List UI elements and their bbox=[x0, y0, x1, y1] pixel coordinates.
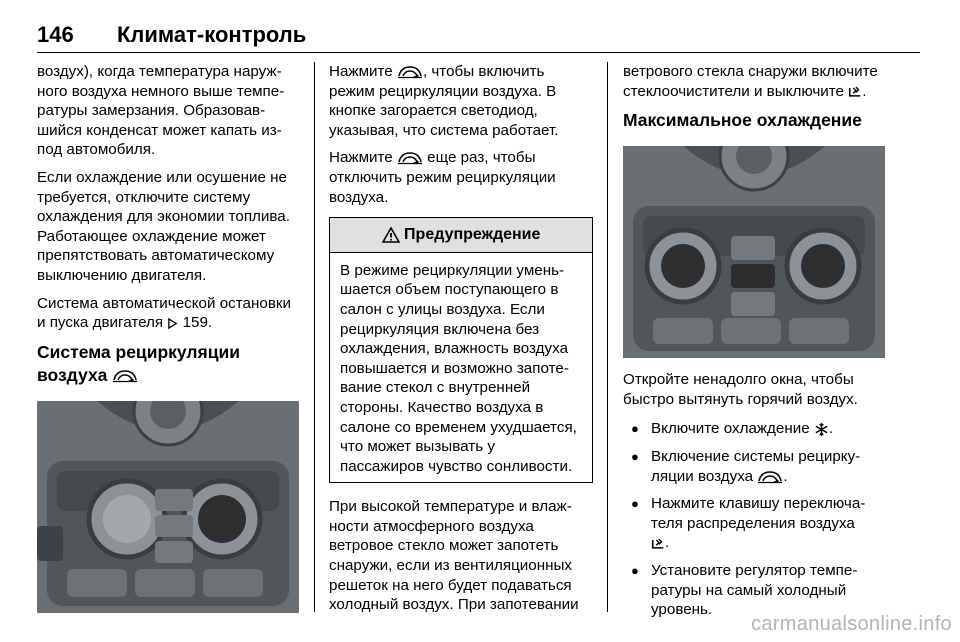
page-header bbox=[37, 22, 920, 53]
page-number: 146 bbox=[37, 22, 74, 47]
warning-box bbox=[329, 217, 593, 483]
paragraph: Откройте ненадолго окна, чтобы быстро вытянуть горячий воздух. bbox=[623, 371, 858, 408]
paragraph bbox=[37, 294, 299, 333]
page-reference-link[interactable]: 159. bbox=[182, 314, 213, 332]
list-item-text: Нажмите клавишу переключателя распределения воздуха bbox=[651, 495, 866, 532]
recirculation-icon bbox=[397, 65, 423, 79]
section-heading bbox=[37, 341, 299, 387]
watermark: carmanualsonline.info bbox=[751, 613, 952, 635]
windshield-airflow-icon bbox=[651, 537, 665, 550]
page-title: Климат-контроль bbox=[117, 22, 307, 47]
recirculation-icon bbox=[112, 369, 138, 383]
bullet-list bbox=[623, 419, 888, 619]
list-item: ● Нажмите клавишу переключателя распределения воздуха . bbox=[623, 494, 888, 553]
paragraph-text: Нажмите bbox=[329, 63, 397, 80]
paragraph-text: ветрового стекла снаружи включите стеклоочистители и выключите bbox=[623, 63, 878, 100]
paragraph bbox=[329, 62, 593, 140]
list-item-text: Включите охлаждение bbox=[651, 420, 810, 438]
control-panel-photo bbox=[37, 401, 299, 613]
windshield-airflow-icon bbox=[848, 85, 862, 98]
warning-triangle-icon bbox=[382, 227, 400, 243]
paragraph: При высокой температуре и влажности атмосферного воздуха ветровое стекло может запотеть снаружи, если из вентиляционных решеток на него будет подаваться холодный воздух. При запотевании bbox=[329, 498, 579, 614]
section-heading-text: Система рециркуляции воздуха bbox=[37, 341, 241, 385]
paragraph: воздух), когда температура наружного воздуха немного выше температуры замерзания. Образовавшийся конденсат может капать из-под автомобиля. bbox=[37, 63, 285, 159]
column-divider bbox=[314, 62, 315, 612]
control-panel-photo bbox=[623, 146, 885, 358]
column-right bbox=[623, 62, 888, 628]
recirculation-icon bbox=[397, 151, 423, 165]
list-item-text: Включение системы рециркуляции воздуха bbox=[651, 447, 861, 485]
list-item: ● Включите охлаждение . bbox=[623, 419, 888, 439]
list-item: ● Установите регулятор температуры на самый холодный уровень. bbox=[623, 561, 888, 620]
column-divider bbox=[607, 62, 608, 612]
control-panel-illustration bbox=[37, 401, 299, 613]
paragraph-text: , чтобы включить режим рециркуляции воздуха. В кнопке загорается светодиод, указывая, что система работает. bbox=[329, 63, 559, 139]
list-item: ● Включение системы рециркуляции воздуха . bbox=[623, 447, 888, 486]
paragraph: ветрового стекла снаружи включите стеклоочистители и выключите . bbox=[623, 63, 878, 100]
column-left bbox=[37, 62, 299, 613]
column-middle bbox=[329, 62, 593, 623]
recirculation-icon bbox=[757, 470, 783, 484]
reference-arrow-icon bbox=[167, 317, 178, 330]
paragraph-text: еще раз, чтобы отключить режим рециркуляции воздуха. bbox=[329, 149, 556, 206]
paragraph: Если охлаждение или осушение не требуется, отключите систему охлаждения для экономии топлива. Работающее охлаждение может препятствовать автоматическому выключению двигателя. bbox=[37, 168, 290, 284]
paragraph bbox=[329, 148, 593, 207]
control-panel-illustration bbox=[623, 146, 885, 358]
snowflake-icon bbox=[814, 422, 829, 437]
warning-title: Предупреждение bbox=[404, 226, 541, 244]
paragraph-text: Нажмите bbox=[329, 149, 397, 167]
section-heading: Максимальное охлаждение bbox=[623, 110, 862, 131]
warning-text: В режиме рециркуляции уменьшается объем поступающего в салон с улицы воздуха. Если рециркуляция включена без охлаждения, влажность воздуха повышается и возможно запотевание стекол с внутренней стороны. Качество воздуха в салоне со временем ухудшается, что может вызывать у пассажиров чувство сонливости. bbox=[340, 261, 577, 475]
warning-header bbox=[330, 218, 592, 253]
paragraph-text: Система автоматической остановки и пуска двигателя bbox=[37, 294, 292, 332]
